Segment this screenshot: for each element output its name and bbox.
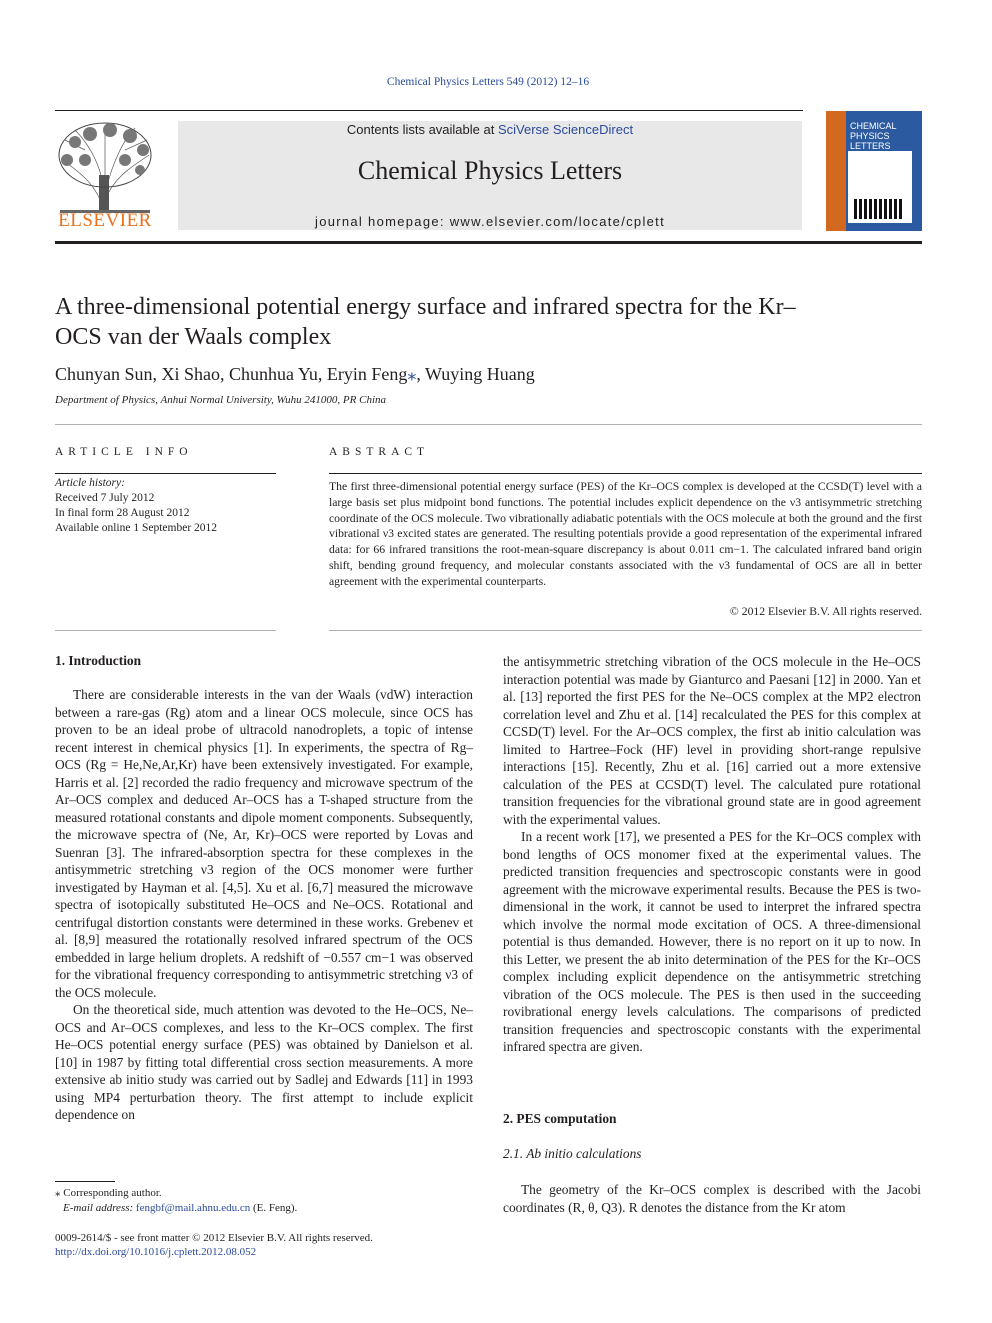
elsevier-wordmark: ELSEVIER — [58, 210, 152, 231]
corresponding-author-note: ⁎ Corresponding author. — [55, 1187, 162, 1199]
authors-after: , Wuying Huang — [416, 364, 535, 384]
author-list — [55, 364, 535, 385]
section-heading-pes: 2. PES computation — [503, 1111, 617, 1126]
elsevier-logo — [55, 120, 155, 232]
paragraph: the antisymmetric stretching vibration of the OCS molecule in the He–OCS interaction potential was made by Gianturco and Paesani [12] in 2000. Yan et al. [13] reported the first PES for the Ne–OCS complex at the MP2 electron correlation level and Zhu et al. [14] recalculated the PES for this complex at CCSD(T) level. For the Ar–OCS complex, the first ab initio calculation was limited to Hartree–Fock (HF) level in providing short-range repulsive interactions [15]. Recently, Zhu et al. [16] carried out a more extensive calculation of the PES at CCSD(T) level. The calculated pure rotational transition frequencies for the vibrational ground state are in good agreement with the experimental values. — [503, 654, 921, 827]
issn-line: 0009-2614/$ - see front matter © 2012 Elsevier B.V. All rights reserved. — [55, 1232, 373, 1244]
divider — [55, 630, 276, 631]
right-column-continued — [503, 1181, 921, 1216]
header-rule — [55, 110, 803, 111]
sciencedirect-link[interactable]: SciVerse ScienceDirect — [497, 122, 634, 137]
abstract-text: The first three-dimensional potential energy surface (PES) of the Kr–OCS complex is developed at the CCSD(T) level with a large basis set plus midpoint bond functions. The potential includes explicit dependence on the ν3 antisymmetric stretching coordinate of the OCS molecule. Two vibrationally adiabatic potentials with the OCS molecule at both the ground and the first vibrational ν3 excited states are generated. The resulting potentials provide a good representation of the experimental infrared data: for 66 infrared transitions the root-mean-square discrepancy is about 0.011 cm−1. The calculated infrared band origin shift, bending ground frequency, and molecular constants associated with the ν3 fundamental of OCS are all in better agreement with the experimental counterparts. — [329, 480, 922, 588]
paragraph: In a recent work [17], we presented a PES for the Kr–OCS complex with bond lengths of OCS monomer fixed at the experimental values. The predicted transition frequencies and spectroscopic constants were in good agreement with the microwave experimental results. Because the PES is two-dimensional in the work, it cannot be used to interpret the infrared spectra which involve the normal mode excitation of OCS. A three-dimensional potential is thus demanded. However, there is no report on it up to now. In this Letter, we present the ab inito determination of the PES for the Kr–OCS complex including explicit dependence on the antisymmetric stretching vibration of the OCS molecule. The PES is then used in the succeeding rovibrational energy levels calculations. The comparisons of predicted transition frequencies and spectroscopic constants with the experimental infrared spectra are given. — [503, 829, 921, 1054]
subsection-heading: 2.1. Ab initio calculations — [503, 1146, 642, 1161]
divider — [329, 473, 922, 474]
history-label: Article history: — [55, 477, 125, 489]
right-column — [503, 653, 921, 1056]
journal-title: Chemical Physics Letters — [357, 156, 623, 185]
email-link[interactable]: fengbf@mail.ahnu.edu.cn — [135, 1202, 251, 1214]
journal-homepage[interactable]: journal homepage: www.elsevier.com/locate/cplett — [315, 214, 665, 229]
email-label: E-mail address: — [63, 1202, 136, 1214]
section-heading-introduction: 1. Introduction — [55, 653, 142, 668]
journal-reference[interactable]: Chemical Physics Letters 549 (2012) 12–16 — [386, 76, 590, 88]
paragraph: There are considerable interests in the van der Waals (vdW) interaction between a rare-gas (Rg) atom and a linear OCS molecule, since OCS has proven to be an ideal probe of ultracold nanodroplets, a topic of intense recent interest in chemical physics [1]. In experiments, the spectra of Rg–OCS (Rg = He,Ne,Ar,Kr) have been extensively investigated. For example, Harris et al. [2] recorded the radio frequency and microwave spectrum of the Ar–OCS complex and deduced Ar–OCS has a T-shaped structure from the measured rotational constants and dipole moment components. Subsequently, the microwave spectra of (Ne, Ar, Kr)–OCS were reported by Lovas and Suenran [3]. The infrared-absorption spectra for these complexes in the antisymmetric stretching ν3 region of the OCS monomer were further investigated by Hayman et al. [4,5]. Xu et al. [6,7] measured the microwave spectra of isotopically substituted He–OCS and Ne–OCS. Rotational and centrifugal distortion constants were determined in these works. Grebenev et al. [8,9] measured the rotationally resolved infrared spectrum of the OCS embedded in large helium droplets. A redshift of −0.557 cm−1 was observed for the vibrational frequency corresponding to antisymmetric stretching ν3 of the OCS molecule. — [55, 687, 473, 1000]
online-date: Available online 1 September 2012 — [55, 522, 218, 534]
divider — [55, 424, 922, 425]
corresponding-author-mark[interactable]: ⁎ — [407, 364, 417, 384]
article-history — [55, 476, 276, 536]
abstract-heading: ABSTRACT — [329, 446, 430, 458]
final-form-date: In final form 28 August 2012 — [55, 507, 190, 519]
footnote-rule — [55, 1181, 115, 1182]
authors-before: Chunyan Sun, Xi Shao, Chunhua Yu, Eryin Feng — [55, 364, 408, 384]
left-column — [55, 686, 473, 1124]
contents-line — [178, 122, 802, 137]
divider — [55, 473, 276, 474]
divider — [329, 630, 922, 631]
article-info-heading: ARTICLE INFO — [55, 446, 193, 458]
abstract-copyright: © 2012 Elsevier B.V. All rights reserved. — [729, 605, 922, 618]
email-suffix: (E. Feng). — [250, 1202, 298, 1214]
paragraph: On the theoretical side, much attention was devoted to the He–OCS, Ne–OCS and Ar–OCS complexes, and less to the Kr–OCS complex. The first He–OCS potential energy surface (PES) was obtained by Danielson et al. [10] in 1987 by fitting total differential cross section measurements. A more extensive ab initio study was carried out by Sadlej and Edwards [11] in 1993 using MP4 perturbation theory. The first attempt to include explicit dependence on — [55, 1002, 473, 1122]
page-footer — [55, 1231, 373, 1259]
article-title: A three-dimensional potential energy surface and infrared spectra for the Kr–OCS van der Waals complex — [55, 294, 796, 350]
journal-cover — [826, 111, 922, 231]
paragraph: The geometry of the Kr–OCS complex is described with the Jacobi coordinates (R, θ, Q3). R denotes the distance from the Kr atom — [503, 1182, 921, 1215]
footnotes — [55, 1186, 297, 1216]
contents-prefix: Contents lists available at — [346, 122, 498, 137]
header-rule-thick — [55, 241, 922, 244]
cover-title-line-3: LETTERS — [850, 141, 891, 151]
cover-title-line-1: CHEMICAL — [850, 121, 897, 131]
doi-link[interactable]: http://dx.doi.org/10.1016/j.cplett.2012.08.052 — [55, 1246, 257, 1258]
affiliation: Department of Physics, Anhui Normal University, Wuhu 241000, PR China — [55, 394, 386, 406]
cover-title-line-2: PHYSICS — [850, 131, 890, 141]
received-date: Received 7 July 2012 — [55, 492, 155, 504]
